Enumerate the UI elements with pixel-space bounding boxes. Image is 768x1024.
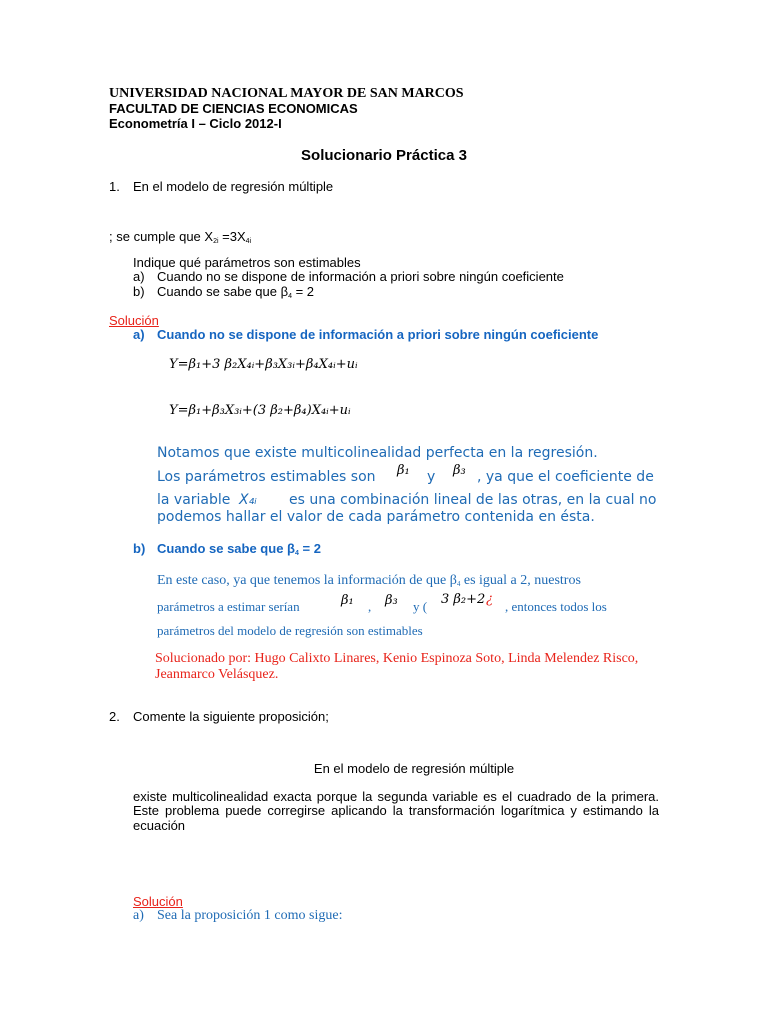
q2-line3: ecuación	[133, 818, 186, 833]
credits-line2: Jeanmarco Velásquez.	[155, 667, 279, 682]
solution-1b-heading: b) Cuando se sabe que $\beta_4 = 2$	[133, 541, 321, 557]
q2-text: Comente la siguiente proposición;	[133, 709, 329, 724]
q1-number: 1.	[109, 179, 120, 194]
q1-text: En el modelo de regresión múltiple	[133, 179, 334, 194]
faculty-name: FACULTAD DE CIENCIAS ECONOMICAS	[109, 101, 358, 116]
sol1b-paragraph-line3: parámetros del modelo de regresión son estimables	[157, 623, 423, 638]
q2-line1: existe multicolinealidad exacta porque la segunda variable es el cuadrado de la primera.	[133, 789, 659, 804]
sol1-paragraph-line2: Los parámetros estimables son β₁ y β₃ , ya que el coeficiente de	[157, 463, 654, 485]
solution-2a-text: a) Sea la proposición 1 como sigue:	[133, 908, 343, 923]
page-title: Solucionario Práctica 3	[301, 147, 467, 164]
equation-1: Y=β₁+3 β₂X₄ᵢ+β₃X₃ᵢ+β₄X₄ᵢ+uᵢ	[169, 357, 358, 372]
q1-option-b: b) Cuando se sabe que $\beta_4 = 2$	[133, 284, 315, 300]
credits-line1: Solucionado por: Hugo Calixto Linares, Kenio Espinoza Soto, Linda Melendez Risco,	[155, 651, 639, 666]
sol1b-paragraph-line2: parámetros a estimar serían β₁ , β₃ y ( 3 β₂+2 ¿ , entonces todos los	[157, 592, 607, 614]
q1-condition: ; se cumple que $X_{2i} =3X_{4i}$	[109, 229, 252, 245]
equation-2: Y=β₁+β₃X₃ᵢ+(3 β₂+β₄)X₄ᵢ+uᵢ	[169, 403, 351, 418]
sol1-paragraph-line4: podemos hallar el valor de cada parámetro contenida en ésta.	[157, 509, 595, 525]
solution-2-label: Solución	[133, 894, 183, 909]
solution-1-label: Solución	[109, 313, 159, 328]
q1-option-a: a) Cuando no se dispone de información a priori sobre ningún coeficiente	[133, 269, 564, 284]
q2-number: 2.	[109, 709, 120, 724]
q2-line2: Este problema puede corregirse aplicando la transformación logarítmica y estimando la	[133, 803, 659, 818]
q2-center-text: En el modelo de regresión múltiple	[313, 761, 515, 776]
solution-1a-heading: a) Cuando no se dispone de información a priori sobre ningún coeficiente	[133, 327, 599, 342]
sol1-paragraph-line1: Notamos que existe multicolinealidad perfecta en la regresión.	[157, 445, 598, 461]
university-name: UNIVERSIDAD NACIONAL MAYOR DE SAN MARCOS	[109, 86, 464, 101]
sol1b-paragraph-line1: En este caso, ya que tenemos la información de que $\beta_4$ es igual a 2, nuestros	[157, 573, 581, 588]
q1-prompt: Indique qué parámetros son estimables	[133, 255, 361, 270]
course-name: Econometría I – Ciclo 2012-I	[109, 116, 282, 131]
sol1-paragraph-line3: la variable X₄ᵢ es una combinación lineal de las otras, en la cual no	[157, 492, 657, 508]
